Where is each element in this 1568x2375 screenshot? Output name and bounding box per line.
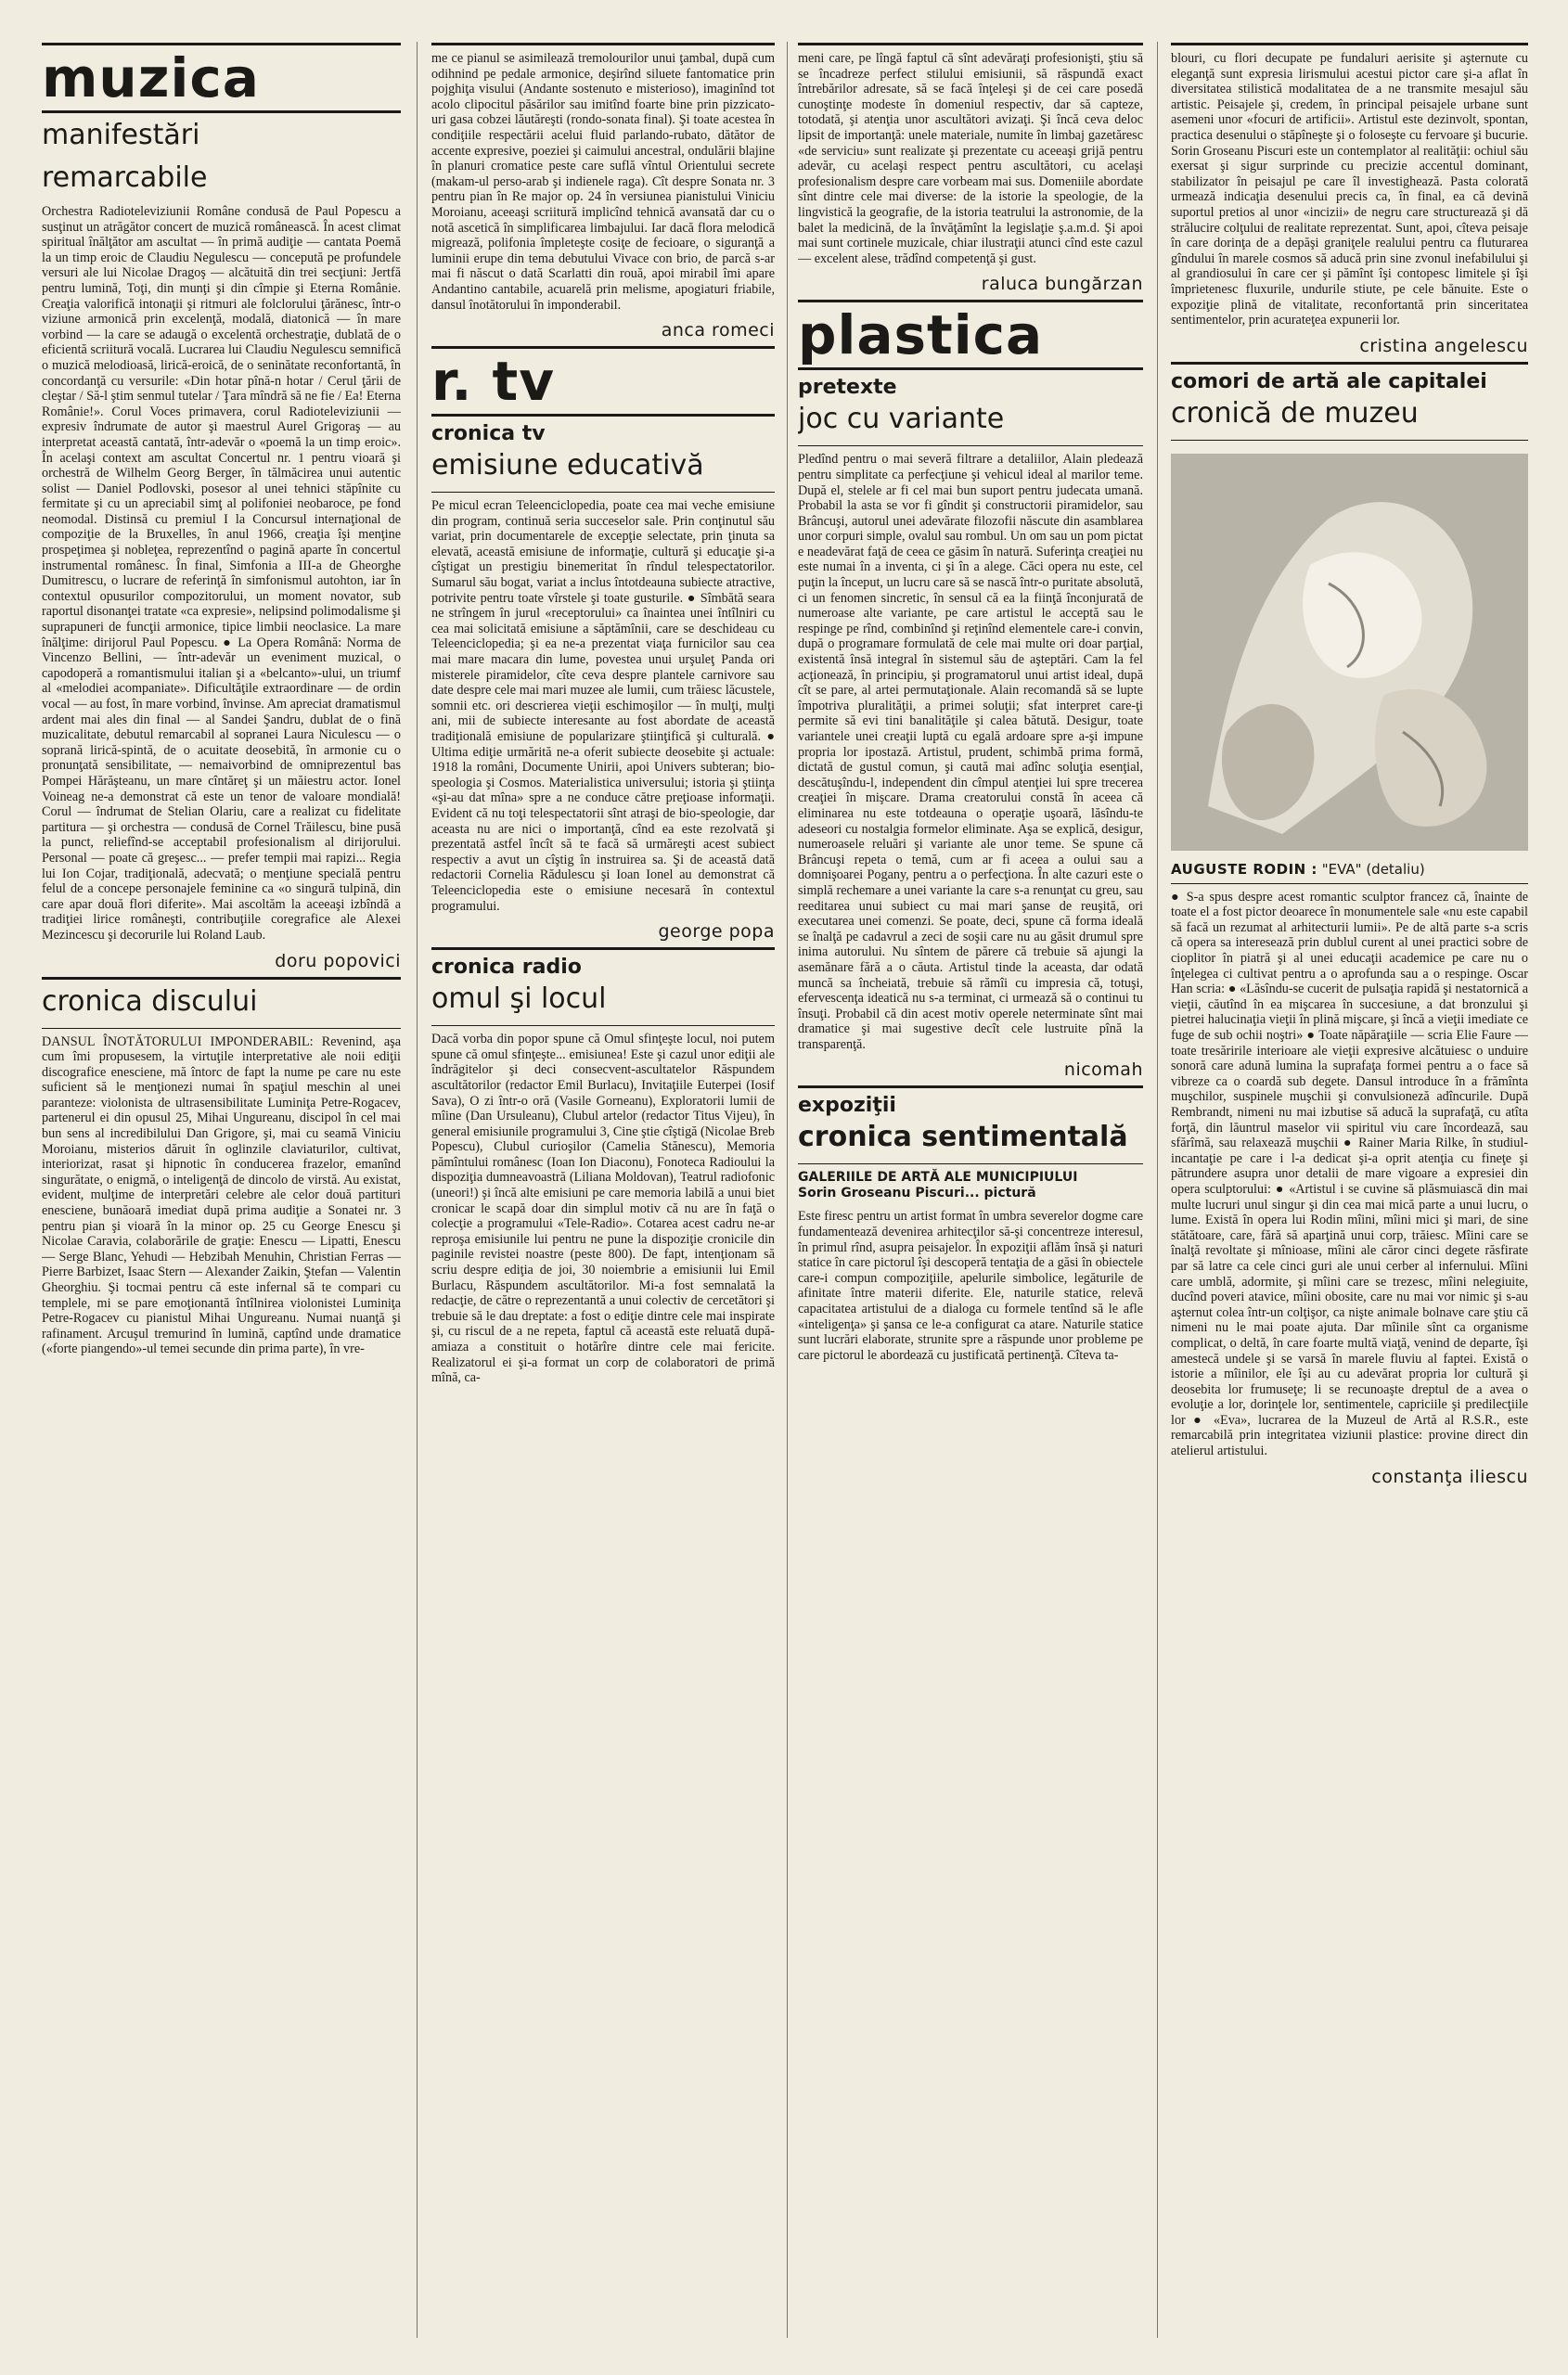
column-2 [431, 37, 775, 2356]
rule [431, 414, 775, 417]
rule [798, 367, 1143, 370]
headline: manifestări [42, 119, 200, 151]
rule [42, 1028, 401, 1029]
column-1 [42, 37, 401, 2356]
article-text: ● S-a spus despre acest romantic sculptor francez că, înainte de toate el a fost pictor deoarece în monumentele sale «nu este capabil să facă un rezumat al arhitecturii lumii». Pe de altă parte s-a scris că opera sa interesează prin dublul curent al unei practici sobre de cioplitor în piatră şi al unei educaţii academice pe care nu o înţelegea ci cultivat pentru a o aprofunda sau a o respinge. Oscar Han scria: ● «Lăsîndu-se cucerit de pulsaţia rapidă şi nestatornică a vieţii, căutînd în ea mişcarea în succesiune, a dat bronzului şi pietrei halucinaţia vieţii în plină mişcare, şi încă a vieţii imediate ce fuge de sub ochii noştri» ● Toate năpăraţiile — scria Elie Faure — toate tresăririle interioare ale vieţii expresive alcătuiesc o unduire sonoră care adună lumina la suprafaţa formei pentru a o face să vibreze ca o coardă sub degete. Dansul introduce în a frămînta muşchilor, suspinele muşchii şi convulsioneză adîncurile. După Rembrandt, nimeni nu mai izbutise să aducă la suprafaţă, cu atîta forţă, din lăuntrul maselor vii spiritul viu care încordează, sau sfărîmă, sau relaxează muşchii ● Rainer Maria Rilke, în studiul-incantaţie pe care i l-a dedicat şi-a oprit atenţia cu fineţe şi pătrundere asupra unor detalii de mare vigoare a expresiei din opera sculptorului: ● «Artistul i se cuvine să plăsmuiască din mai multe lucruri unul singur şi din cea mai mică parte a unui lucru, o lume. Există în opera lui Rodin mîini, mîini mici şi mari, de sine stătătoare, care, fără să aparţină unui corp, trăiesc. Mîini care se înalţă revoltate şi mînioase, mîini ale căror cinci degete răsfirate par să latre ca cele cinci guri ale unui cerber al infernului. Mîini care umblă, adormite, şi mîini care se trezesc, mîini nelegiuite, ducînd poveri atavice, mîini obosite, care nu mai vor nimic şi s-au aşternut colea într-un colţişor, ca nişte animale bolnave care ştiu că nimeni nu le mai poate ajuta. Dar mîinile sînt ca organisme complicat, o deltă, în care foarte multă viaţă, venind de departe, îşi amestecă undele şi se varsă în marele fluviu al faptei. Există o istorie a mîinilor, ele îşi au cu adevărat propria lor cultură şi deosebita lor frumuseţe; li se recunoaşte dreptul de a avea o evoluţie a lor, dorinţele lor, sentimentele, capriciile şi predilecţiile lor ● «Eva», lucrarea de la Muzeul de Artă al R.S.R., este remarcabilă prin integritatea viziunii plastice: provine direct din atelierul artistului. [1171, 889, 1528, 1459]
article-text: blouri, cu flori decupate pe fundaluri aerisite şi aşternute cu eleganţă sunt expresia lirismului acestui pictor care şi-a aflat în diversitatea stilistică modalitatea de a ne transmite mesajul său artistic. Peisajele şi, credem, în principal peisajele urbane sunt asemeni unor «focuri de artificii». Artistul este dezinvolt, spontan, practica desenului o stăpîneşte şi o foloseşte cu fervoare şi bucurie. Sorin Groseanu Piscuri este un contemplator al realităţii: ochiul său exersat şi sigur surprinde cu precizie accentul dominant, stabilizator în peisajul pe care îl investighează. Pasta colorată urmează indicaţia desenului precis ca, în final, ea că devină suportul pretios al unor «incizii» de negru care structurează şi dă strălucire colţului de realitate reprezentat. Sunt, apoi, cîteva peisaje în care dorinţa de a depăşi graniţele realului pentru ca fluturarea gîndului în marele cosmos să aducă prin sine zvonul inefabilului şi al grandiosului în care cer şi pămînt îşi contopesc limitele şi îşi împrietenesc fluxurile, undurile stiute, pe cele bănuite. Este o expoziţie plină de vitalitate, reconfortantă prin sinceritatea sentimentelor, prin acurateţea expunerii lor. [1171, 51, 1528, 328]
section-masthead-muzica: muzica [42, 46, 260, 109]
rule [798, 43, 1143, 45]
author-signature: nicomah [1063, 1059, 1143, 1081]
article-text: Pe micul ecran Teleenciclopedia, poate cea mai veche emisiune din program, continuă seria succeselor sale. Prin conţinutul său variat, prin documentarele de excepţie selectate, prin ţinuta sa elevată, această emisiune de informaţie, cultură şi educaţie şi-a cîştigat un prestigiu binemeritat în rîndul telespectatorilor. Sumarul său bogat, variat a inclus întotdeauna subiecte atractive, potrivite pentru toate vîrstele şi toate gusturile. ● Sîmbătă seara ne strîngem în jurul «receptorului» ca înaintea unei întîlniri cu cea mai solicitată emisiune a săptămînii, care se deschideau cu Teleenciclopedia; şi ea ne-a prezentat viaţa furnicilor sau cea mai mare macara din lume, povestea unui urşuleţ Panda ori misterele piramidelor, cîte ceva despre plantele carnivore sau date despre cele mai mari muzee ale lumii, cum trăiesc lăcustele, somnii etc. ori descrierea vieţii eschimoşilor — în mulţi, mulţi ani, mii de subiecte interesante au fost abordate de această tradiţională emisiune de popularizare ştiinţifică şi culturală. ● Ultima ediţie urmărită ne-a oferit subiecte deosebite şi actuale: 1918 la români, Documente Unirii, apoi Univers subteran; bio-speologia şi Cosmos. Materialistica universului; istoria şi ştiinţa «şi-au dat mîna» spre a ne conduce către preţioase informaţii. Evident că nu toţi telespectatorii sînt atraşi de bio-speologie, dar aceasta nu are nici o importanţă, cînd ea este rezolvată şi prezentată astfel încît să te facă să urmăreşti acest subiect respectiv a avut un cîştig în instruirea sa. Şi de această dată redactorii Cornelia Rădulescu şi Ioan Ionel au demonstrat că Teleenciclopedia este o emisiune necesară în contextul programului. [431, 498, 775, 914]
rule [1171, 883, 1528, 884]
rule [798, 445, 1143, 446]
rule [1171, 362, 1528, 365]
column-divider [417, 42, 418, 2338]
article-text: Orchestra Radioteleviziunii Române condusă de Paul Popescu a susţinut un atrăgător concert de muzică românească. În acest climat spiritual înălţător am ascultat — în primă audiţie — cantata Poemă la un timp eroic de Claudiu Negulescu — concepută pe profundele versuri ale lui Nicolae Dragoş — alcătuită din trei secţiuni: Jertfă pentru lumină, Toţi, din munţi şi din cîmpie şi Eterna Românie. Creaţia valorifică intonaţii şi ritmuri ale folclorului ţărănesc, într-o viziune armonică prin excelenţă, modală, diatonică — în mare vorbind — la care se adaugă o excelentă orchestraţie, dublată de o eficientă scriitură vocală. Lucrarea lui Claudiu Negulescu semnifică o muzică melodioasă, lirică-eroică, de o seninătate reconfortantă, în concordanţă cu versurile: «Din hotar pînă-n hotar / Cerul ţării de cleştar / Să-l ştim senmul tutelar / Ţara mîndră să ne fie / Ea! Eterna Românie!». Corul Voces primavera, corul Radioteleviziunii — expresiv îndrumate de autor şi maestrul Aurel Grigoraş — au interpretat această cantată, într-adevăr o «poemă la un timp eroic». În acelaşi context am ascultat Concertul nr. 1 pentru vioară şi orchestră de Wilhelm Georg Berger, în tălmăcirea unui autentic solist — Daniel Podlovski, posesor al unei tehnici stăpînite cu fermitate şi cu un apreciabil simţ al polifoniei neobaroce, pe fond neomodal. Distinsă cu premiul I la Concursul internaţional de compoziţie de la Bruxelles, în anul 1966, creaţia îşi menţine prospeţimea şi nobleţea, reprezentînd o pagină aparte în concertul instrumental românesc. În final, Simfonia a III-a de Gheorghe Dumitrescu, o lucrare de referinţă în simfonismul autohton, iar în contextul opusurilor compozitorului, un moment novator, sub raportul disonanţei tratate «ca expresie», nelipsind polimodalisme şi suprapuneri de funcţii armonice, tipice limbii neoclasice. La mare înălţime: dirijorul Paul Popescu. ● La Opera Română: Norma de Vincenzo Bellini, — într-adevăr un eveniment muzical, o capodoperă a romantismului italian şi a «belcanto»-ului, un triumf al «melodiei acompaniate». Dificultăţile extraordinare — de ordin vocal — au fost, în mare vorbind, învinse. Am apreciat dramatismul ardent mai ales din final — al Sandei Şandru, dublat de o fină muzicalitate, debutul remarcabil al sopranei Laura Niculescu — o soprană lirică-spintă, de o acuitate deosebită, în armonie cu o pronunţată sensibilitate, — nemaivorbind de omniprezentul bas Pompei Hărăşteanu, un mare cîntăreţ şi un măiestru actor. Ionel Voineag ne-a demonstrat că este un tenor de valoare mondială! Corul — îndrumat de Stelian Olariu, care a realizat cu fidelitate partitura — şi orchestra — condusă de Cornel Trăilescu, bine pusă la punct, reliefînd-se acceptabil profesionalism al dirijorului. Personal — poate că greşesc... — prefer tempii mai rapizi... Regia lui Ion Cojar, tradiţională, adecvată; o menţiune specială pentru felul de a concepe personajele feminine ca «o singură tulpină, din care apar două flori diferite». Mai ascoltăm la aceeaşi izbîndă a tradiţiei lirice româneşti, contribuţiile coregrafice ale Alexei Mezincescu şi decorurile lui Roland Laub. [42, 204, 401, 943]
section-masthead-plastica: plastica [798, 303, 1044, 367]
column-3 [798, 37, 1143, 2356]
headline: cronică de muzeu [1171, 396, 1419, 430]
exhibition-subhead: GALERIILE DE ARTĂ ALE MUNICIPIULUI Sorin Groseanu Piscuri... pictură [798, 1170, 1078, 1201]
section-masthead-rtv: r. tv [431, 350, 556, 414]
article-text: Este firesc pentru un artist format în umbra severelor dogme care fundamentează devenirea arhitecţilor să-şi concentreze interesul, în primul rînd, asupra peisajelor. În expoziţii aflăm însă şi naturi statice în care pictorul îşi descoperă tentaţia de a găsi în obiectele care-i compun compoziţiile, apelurile simbolice, legăturile de afinitate între materii diferite. Ele, naturile statice, relevă capacitatea artistului de a dialoga cu formele tentînd să le afle «inteligenţa» şi şansa ce le-a configurat ca atare. Naturile statice sunt lucrări elaborate, strunite spre a răspunde unor probleme pe care pictorul le abordează cu justificată pertinenţă. Cîteva ta- [798, 1209, 1143, 1363]
rule [42, 43, 401, 45]
rule [1171, 440, 1528, 441]
headline: joc cu variante [798, 403, 1005, 436]
rule [798, 1163, 1143, 1164]
rule [798, 300, 1143, 302]
rule [798, 1085, 1143, 1088]
headline: emisiune educativă [431, 449, 704, 482]
author-signature: anca romeci [661, 320, 775, 341]
rule [1171, 43, 1528, 45]
rule [431, 947, 775, 950]
rule [431, 43, 775, 45]
article-text: Dacă vorba din popor spune că Omul sfinţeşte locul, noi putem spune că omul sfinţeşte... emisiunea! Este şi cazul unor ediţii ale îndrăgitelor şi deci consecvent-ascultatelor Răspundem ascultătorilor (redactor Emil Burlacu), Invitaţiile Euterpei (Iosif Sava), O zi într-o oră (Vasile Gorneanu), Exploratorii lumii de mîine (Dan Ursuleanu), Clubul artelor (redactor Titus Vijeu), în general emisiunile programului 3, Cine ştie cîştigă (Nicolae Breb Popescu), Clubul curioşilor (Camelia Stănescu), Memoria pămîntului românesc (Ioan Ion Diaconu), Fonoteca Radioului la dispoziţia dumneavoastră (Liliana Moldovan), Teatrul radiofonic (uneori!) şi încă alte emisiuni pe care memoria labilă a unui biet cronicar le scapă doar din simplul motiv că nu are în faţă o colecţie a programului «Tele-Radio». Cotarea acest cadru ne-ar reproşa emisiunile lui pentru ne pune la dispoziţie cronicile din paginile revistei noastre (peste 800). De fapt, intenţionam să scriu despre ediţia de joi, 30 noiembrie a emisiunii lui Emil Burlacu, Răspundem ascultătorilor. Mi-a fost semnalată la redacţie, de către o reprezentantă a unui colectiv de cercetători şi trebuie să le dau dreptate: a fost o ediţie dintre cele mai inspirate şi, cu riscul de a ne repeta, faptul că această este reluată după-amiaza a constituit o hotărîre dintre cele mai fericite. Realizatorul ei şi-a format un corp de colaboratori de primă mînă, ca- [431, 1032, 775, 1386]
column-4 [1171, 37, 1528, 2356]
kicker: comori de artă ale capitalei [1171, 369, 1487, 393]
rule [42, 110, 401, 113]
section-title: cronica discului [42, 984, 258, 1018]
headline: cronica sentimentală [798, 1121, 1128, 1154]
kicker: cronica radio [431, 956, 582, 980]
caption-artist: AUGUSTE RODIN : [1171, 860, 1317, 878]
article-text: me ce pianul se asimilează tremolourilor unui ţambal, după cum odihnind pe pedale armonice, deşirînd siluete fantomatice prin pojghiţa visului (Andante sostenuto e misterioso), imaginînd tot acolo clipocitul păsărilor sau imitînd foarte bine prin pizzicato-uri gasa cobzei lăutăreşti (rondo-sonata final). Şi toate acestea în condiţiile respectării acelui fluid parlando-rubato, dătător de accente expresive, poeziei şi caimului ancestral, ondulării blajine în planuri cromatice peste care suflă vîntul Orientului secrete (makam-ul perso-arab şi indienele raga). Cît despre Sonata nr. 3 pentru pian în Re major op. 24 în versiunea pianistului Viniciu Moroianu, aceeaşi scriitură implicînd tehnică avansată dar cu o notă ascetică în simplificarea limbajului. Iar dacă flora melodică migrează, polifonia împleteşte cosiţe de fecioare, o siguranţă a luminii erupe din tema debutului Vivace con brio, de parcă s-ar mai fi născut o dată Scarlatti din rouă, apoi mirabil îmi apare Andantino cantabile, acuarelă prin melisme, apogiaturi friabile, dansul înotătorului în imponderabil. [431, 51, 775, 313]
photo-caption [1171, 861, 1528, 878]
column-divider [787, 42, 788, 2338]
caption-title: "EVA" (detaliu) [1321, 860, 1425, 878]
rule [431, 1025, 775, 1026]
rule [431, 492, 775, 493]
article-text: Pledînd pentru o mai severă filtrare a detaliilor, Alain pledează pentru simplitate ca perfecţiune şi vehicul ideal al marilor teme. După el, stelele ar fi cel mai bun suport pentru judecata umană. Probabil la asta se vor fi gîndit şi constructorii piramidelor, sau Brâncuşi, autorul unei adevărate filozofii născute din asamblarea unor corpuri simple, ovalul sau rombul. Un om sau un pom pictat e neadevărat faţă de ceea ce găsim în natură. Suferinţa creaţiei nu este numai în a inventa, ci şi în a alege. Căci opera nu este, cel puţin la început, un lucru care să se nască într-o puritate absolută, ci un fenomen sincretic, în sensul că ea la fiinţă înconjurată de numeroase alte variante, pe care artistul le acceptă sau le respinge pe rînd, combinînd şi reţinînd elementele care-i convin, după o programare formulată de cele mai multe ori doar parţial, existentă însă integral în sistemul său de aşteptări. Cam la fel acţionează, în principiu, şi programatorul unui artist ideal, după cît se pare, al artei permutaţionale. Alain recomandă să se lupte împotriva pluralităţii, a primei soluţii; sfat interpret care-ţi permite să evi tini banalităţile şi calea bătută. Desigur, toate variantele unei creaţii luptă cu egală ardoare spre a-şi impune propria lor ipostază. Artistul, prudent, schimbă prima formă, dictată de gustul comun, şi caută mai adînc soluţia esenţial, descătuşîndu-l, independent din cîmpul atenţiei lui spre trecerea creaţiei în mişcare. Drama creatorului constă în aceea că eliminarea nu este totdeauna o operaţie uşoară, lăsîndu-te adeseori cu nostalgia formelor eliminate. Aşa se explică, desigur, numeroasele reluări şi variante ale unor teme. Se spune că Brâncuşi repeta o temă, cum ar fi aceea a oului sau a domnişoarei Pogany, pentru a o perfecţiona. În alte cazuri este o simplă rechemare a unei variante la care s-a renunţat cu greu, sau reeditarea unui subiect cu mai mari şanse de reuşită, ori executarea unei comenzi. Se poate, deci, spune că forma ideală se înalţă pe cadavrul a zeci de soşii care nu au găsit drumul spre inima autorului. Nu sîntem de părere că trebuie să ajungi la asemănare fără a o căuta. Artistul tinde la aceasta, dar odată muncă sa încheiată, trebuie să rămîi cu impresia că, totuşi, efervescenţa ideatică nu s-a terminat, ci urmează să o continui tu însuţi. Probabil că din acest motiv operele neterminate sînt mai dramatice şi mai sugestive decît cele lustruite pînă la transparenţă. [798, 452, 1143, 1052]
kicker: expoziţii [798, 1094, 896, 1118]
rule [431, 346, 775, 349]
rule [42, 977, 401, 980]
author-signature: doru popovici [275, 950, 401, 971]
kicker: cronica tv [431, 422, 546, 446]
author-signature: cristina angelescu [1359, 335, 1528, 356]
headline: omul şi locul [431, 982, 607, 1016]
author-signature: constanţa iliescu [1371, 1466, 1528, 1487]
sculpture-photo [1171, 454, 1528, 851]
column-divider [1157, 42, 1158, 2338]
article-text: DANSUL ÎNOTĂTORULUI IMPONDERABIL: Revenind, aşa cum îmi propusesem, la virtuţile interpretative ale noii ediţii discografice enesciene, mă întorc de fapt la nume pe care nu este suficient să le menţionezi numai în spaţiul meschin al unei paranteze: violonista de ultrasensibilitate Luminiţa Petre-Rogacev, partenerul ei din opusul 25, Mihai Ungureanu, discipol în cel mai bun sens al incredibilului Dan Grigore, şi, mai cu seamă Viniciu Moroianu, misterios dăruit în oglinzile claviaturilor, cultivat, interiorizat, rasat şi hipnotic în conducerea frazelor, emanînd singurătate, o enigmă, o inteligenţă de dincolo de virstă. Au existat, evident, mulţime de interpretări celebre ale celor două partituri enesciene, bunăoară imediat după prima audiţie a Sonatei nr. 3 pentru pian şi vioară în la minor op. 25 cu George Enescu şi Nicolae Caravia, colaborările de graţie: Enescu — Lipatti, Enescu — Serge Blanc, Yehudi — Hebzibah Menuhin, Christian Ferras — Pierre Barbizet, Isaac Stern — Alexander Zaikin, Ştefan — Valentin Gheorghiu. Şi tocmai pentru că este infernal să te compari cu templele, mi se pare emoţionantă întîlnirea violonistei Luminiţa Petre-Rogacev cu pianistul Mihai Ungureanu. Numai nuanţă şi rafinament. Arcuşul tremurind în lumină, captînd unde dramatice («forte piangendo»-ul temei secunde din prima parte), în vre- [42, 1033, 401, 1357]
article-text: meni care, pe lîngă faptul că sînt adevăraţi profesionişti, ştiu să se încadreze perfect stilului emisiunii, să răspundă exact întrebărilor adresate, să se facă înţeleşi şi de cei care posedă cunoştinţe modeste în domeniul respectiv, dar să capteze, totodată, şi atenţia unor ascultători avizaţi. Şi încă ceva deloc lipsit de importanţă: unele materiale, numite în limbaj gazetăresc «de serviciu» sunt realizate şi prezentate cu aceeaşi grijă pentru adevăr, cu acelaşi respect pentru ascultători, cu acelaşi profesionalism despre care vorbeam mai sus. Domeniile abordate sînt dintre cele mai diverse: de la istorie la speologie, de la lingvistică la geografie, de la istoria teatrului la astronomie, de la balet la medicină, de la învăţămînt la legislaţie ş.a.m.d. Şi apoi mai sunt cortinele muzicale, chiar ilustraţii atunci cînd este cazul — excelent alese, trădînd competenţă şi gust. [798, 51, 1143, 266]
kicker: pretexte [798, 376, 897, 400]
author-signature: george popa [658, 921, 775, 943]
headline: remarcabile [42, 161, 208, 194]
author-signature: raluca bungărzan [981, 274, 1143, 295]
